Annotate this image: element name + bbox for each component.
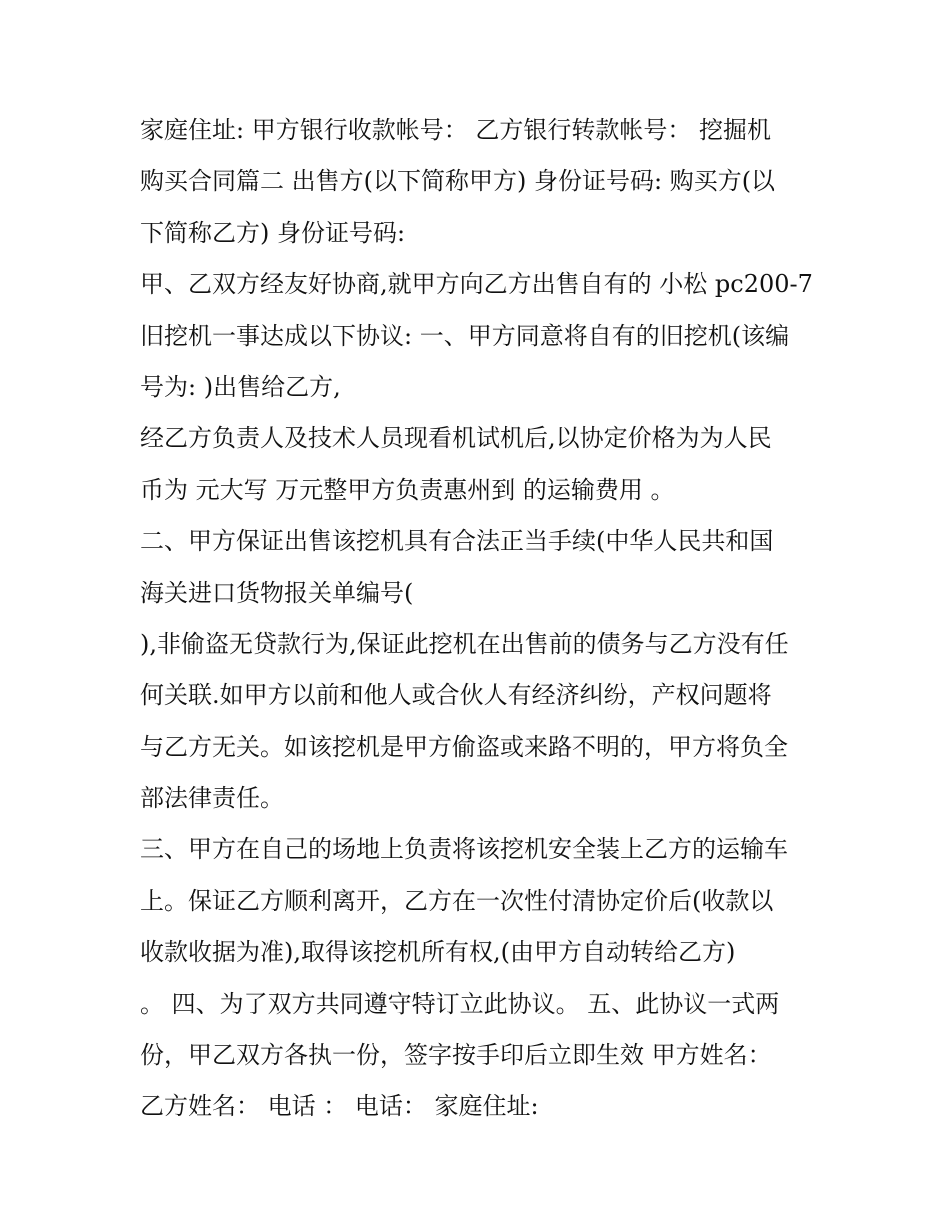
text-line-14: 部法律责任。 xyxy=(140,784,284,813)
text-line-18: 。 四、为了双方共同遵守特订立此协议。 五、此协议一式两 xyxy=(140,989,780,1018)
text-line-12: 何关联.如甲方以前和他人或合伙人有经济纠纷，产权问题将 xyxy=(140,681,772,710)
text-line-1: 家庭住址: 甲方银行收款帐号： 乙方银行转款帐号： 挖掘机 xyxy=(140,116,771,144)
text-line-4: 甲、乙双方经友好协商,就甲方向乙方出售自有的 小松 pc200-7 xyxy=(140,270,813,299)
text-line-6: 号为: )出售给乙方, xyxy=(140,372,341,401)
text-line-16: 上。保证乙方顺利离开，乙方在一次性付清协定价后(收款以 xyxy=(140,886,774,915)
text-line-3: 下简称乙方) 身份证号码: xyxy=(140,218,406,247)
text-line-5: 旧挖机一事达成以下协议: 一、甲方同意将自有的旧挖机(该编 xyxy=(140,321,790,350)
text-line-17: 收款收据为准),取得该挖机所有权,(由甲方自动转给乙方) xyxy=(140,938,736,967)
text-line-7: 经乙方负责人及技术人员现看机试机后,以协定价格为为人民 xyxy=(140,424,772,453)
text-line-11: ),非偷盗无贷款行为,保证此挖机在出售前的债务与乙方没有任 xyxy=(140,629,789,658)
text-line-20: 乙方姓名： 电话 ： 电话： 家庭住址: xyxy=(140,1092,539,1121)
text-line-8: 币为 元大写 万元整甲方负责惠州到 的运输费用 。 xyxy=(140,475,675,504)
contract-body xyxy=(140,110,830,1138)
text-line-9: 二、甲方保证出售该挖机具有合法正当手续(中华人民共和国 xyxy=(140,527,774,556)
text-line-10: 海关进口货物报关单编号( xyxy=(140,578,414,607)
text-line-15: 三、甲方在自己的场地上负责将该挖机安全装上乙方的运输车 xyxy=(140,835,788,864)
text-line-19: 份，甲乙双方各执一份，签字按手印后立即生效 甲方姓名： xyxy=(140,1041,772,1070)
text-line-2: 购买合同篇二 出售方(以下简称甲方) 身份证号码: 购买方(以 xyxy=(140,167,776,196)
text-line-13: 与乙方无关。如该挖机是甲方偷盗或来路不明的，甲方将负全 xyxy=(140,732,788,761)
